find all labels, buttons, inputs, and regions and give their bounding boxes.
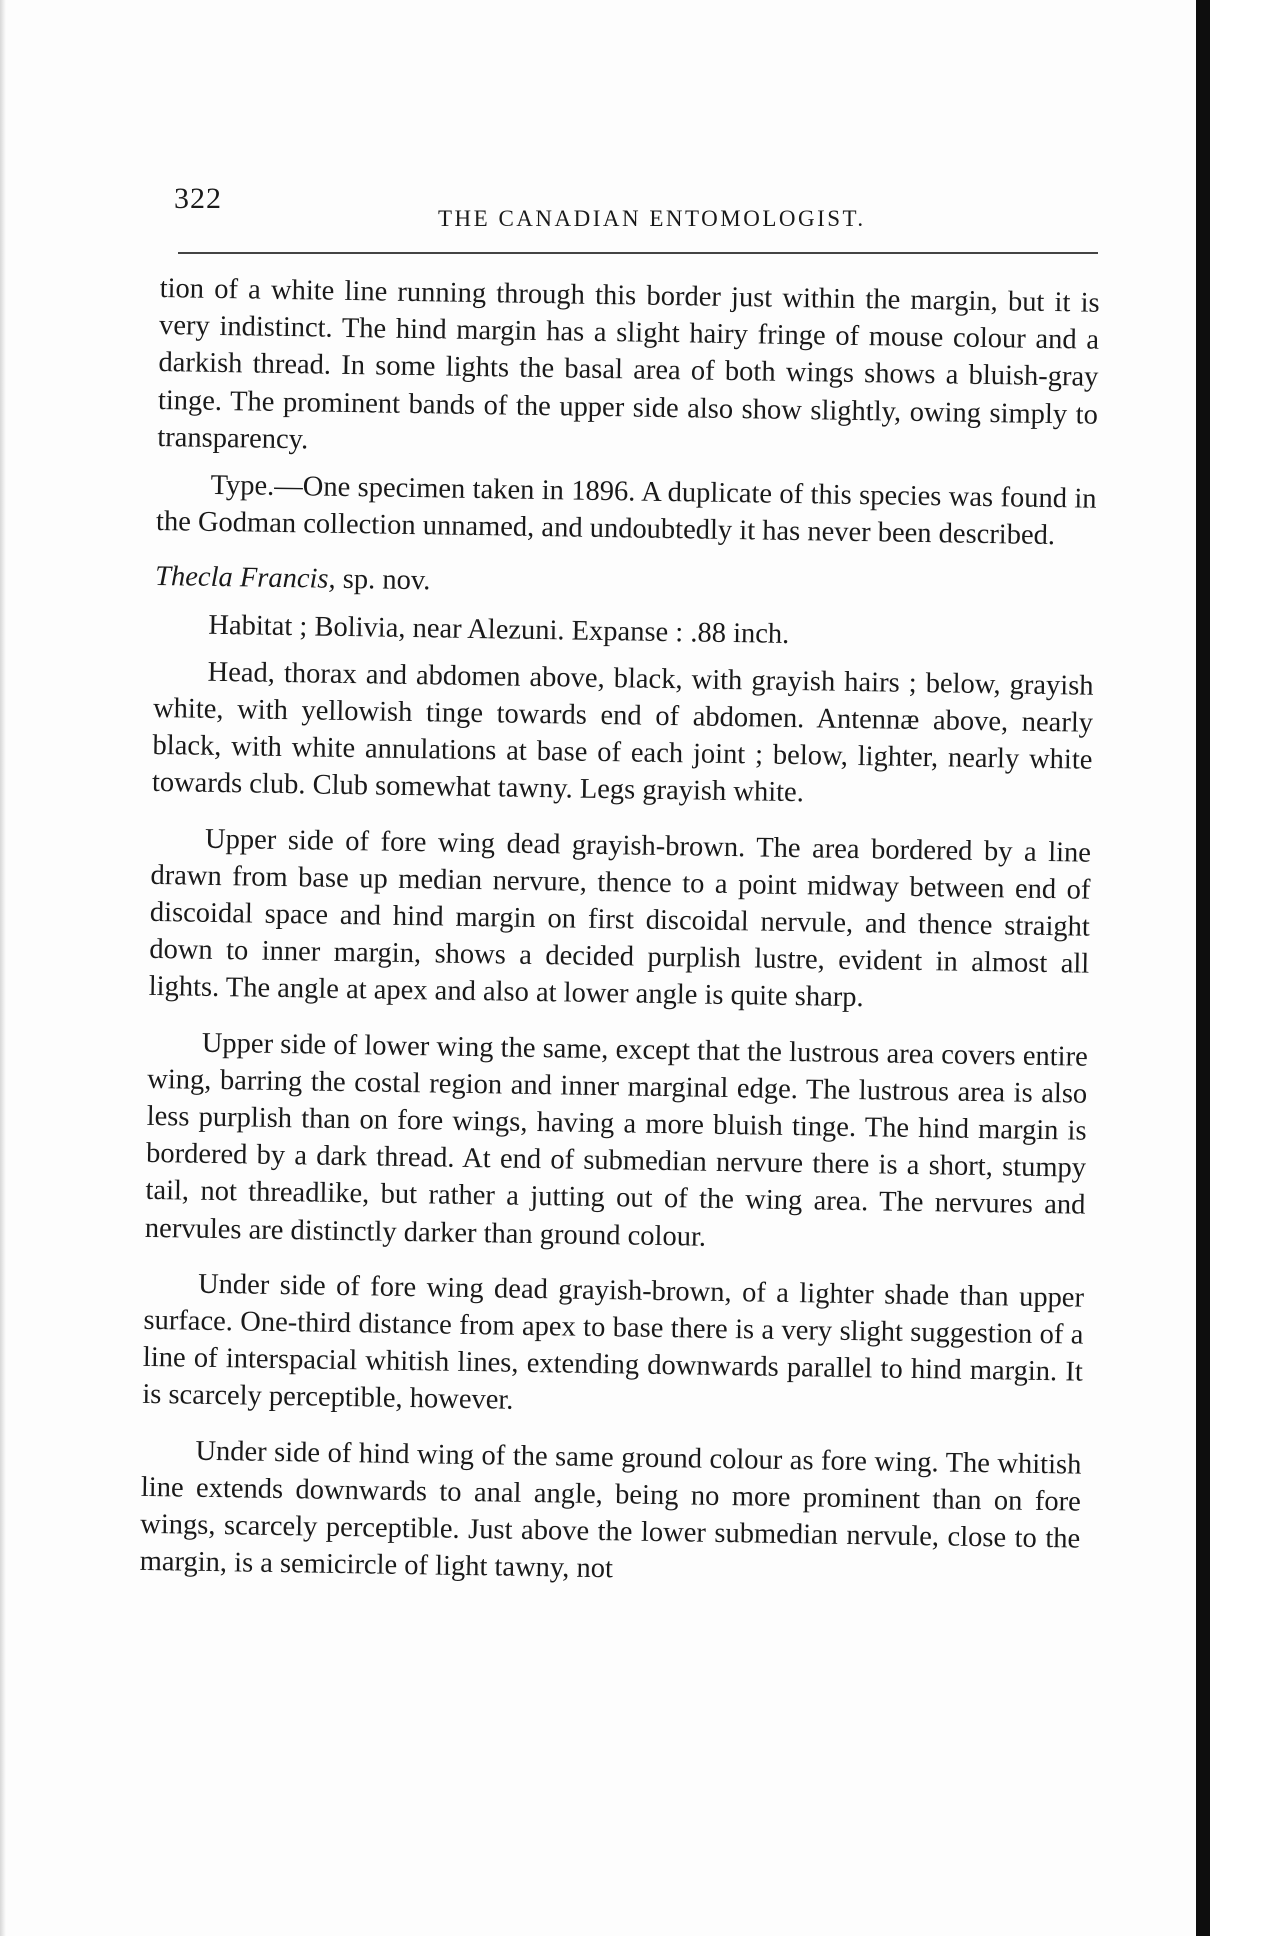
body-text: [139, 270, 1099, 1595]
page-number: 322: [174, 182, 222, 215]
species-name: Thecla Francis,: [154, 561, 336, 596]
description-paragraph: Under side of hind wing of the same ground colour as fore wing. The whitish line extends downwards to anal angle, being no more prominent than on fore wings, scarcely perceptible. Just above the lower submedian nervule, close to the margin, is a semicircle of light tawny, not: [139, 1435, 1082, 1585]
description-paragraph: Head, thorax and abdomen above, black, with grayish hairs ; below, grayish white, with yellowish tinge towards end of abdomen. Antennæ above, nearly black, with white annulations at base of each joint ; below, lighter, nearly white towards club. Club somewhat tawny. Legs grayish white.: [151, 656, 1094, 809]
page-edge-border: [1196, 0, 1210, 1936]
header-rule: [178, 252, 1098, 254]
paragraph-continuation: tion of a white line running through this border just within the margin, but it is very indistinct. The hind margin has a slight hairy fringe of mouse colour and a darkish thread. In some lights the basal area of both wings shows a bluish-gray tinge. The prominent bands of the upper side also show slightly, owing simply to transparency.: [157, 272, 1100, 456]
description-paragraph: Upper side of fore wing dead grayish-brown. The area bordered by a line drawn from base up median nervure, thence to a point midway between end of discoidal space and hind margin on first discoidal nervule, and thence straight down to inner margin, shows a decided purplish lustre, evident in almost all lights. The angle at apex and also at lower angle is quite sharp.: [148, 823, 1092, 1014]
species-heading: [155, 558, 1095, 610]
habitat-line: Habitat ; Bolivia, near Alezuni. Expanse : .88 inch.: [208, 609, 790, 650]
page-gutter-shadow: [0, 0, 6, 1936]
running-title: THE CANADIAN ENTOMOLOGIST.: [438, 206, 866, 231]
description-paragraph: Under side of fore wing dead grayish-brown, of a lighter shade than upper surface. One-third distance from apex to base there is a very slight suggestion of a line of interspacial whitish lines, extending downwards parallel to hind margin. It is scarcely perceptible, however.: [142, 1268, 1085, 1417]
species-suffix: sp. nov.: [335, 564, 431, 597]
page-header: [168, 178, 1098, 238]
paragraph-type: Type.—One specimen taken in 1896. A duplicate of this species was found in the Godman collection unnamed, and undoubtedly it has never been described.: [155, 469, 1097, 552]
scan-margin: [1210, 0, 1264, 1936]
description-paragraph: Upper side of lower wing the same, except that the lustrous area covers entire wing, barring the costal region and inner marginal edge. The lustrous area is also less purplish than on fore wings, having a more bluish tinge. The hind margin is bordered by a dark thread. At end of submedian nervure there is a short, stumpy tail, not threadlike, but rather a jutting out of the wing area. The nervures and nervules are distinctly darker than ground colour.: [144, 1027, 1088, 1253]
